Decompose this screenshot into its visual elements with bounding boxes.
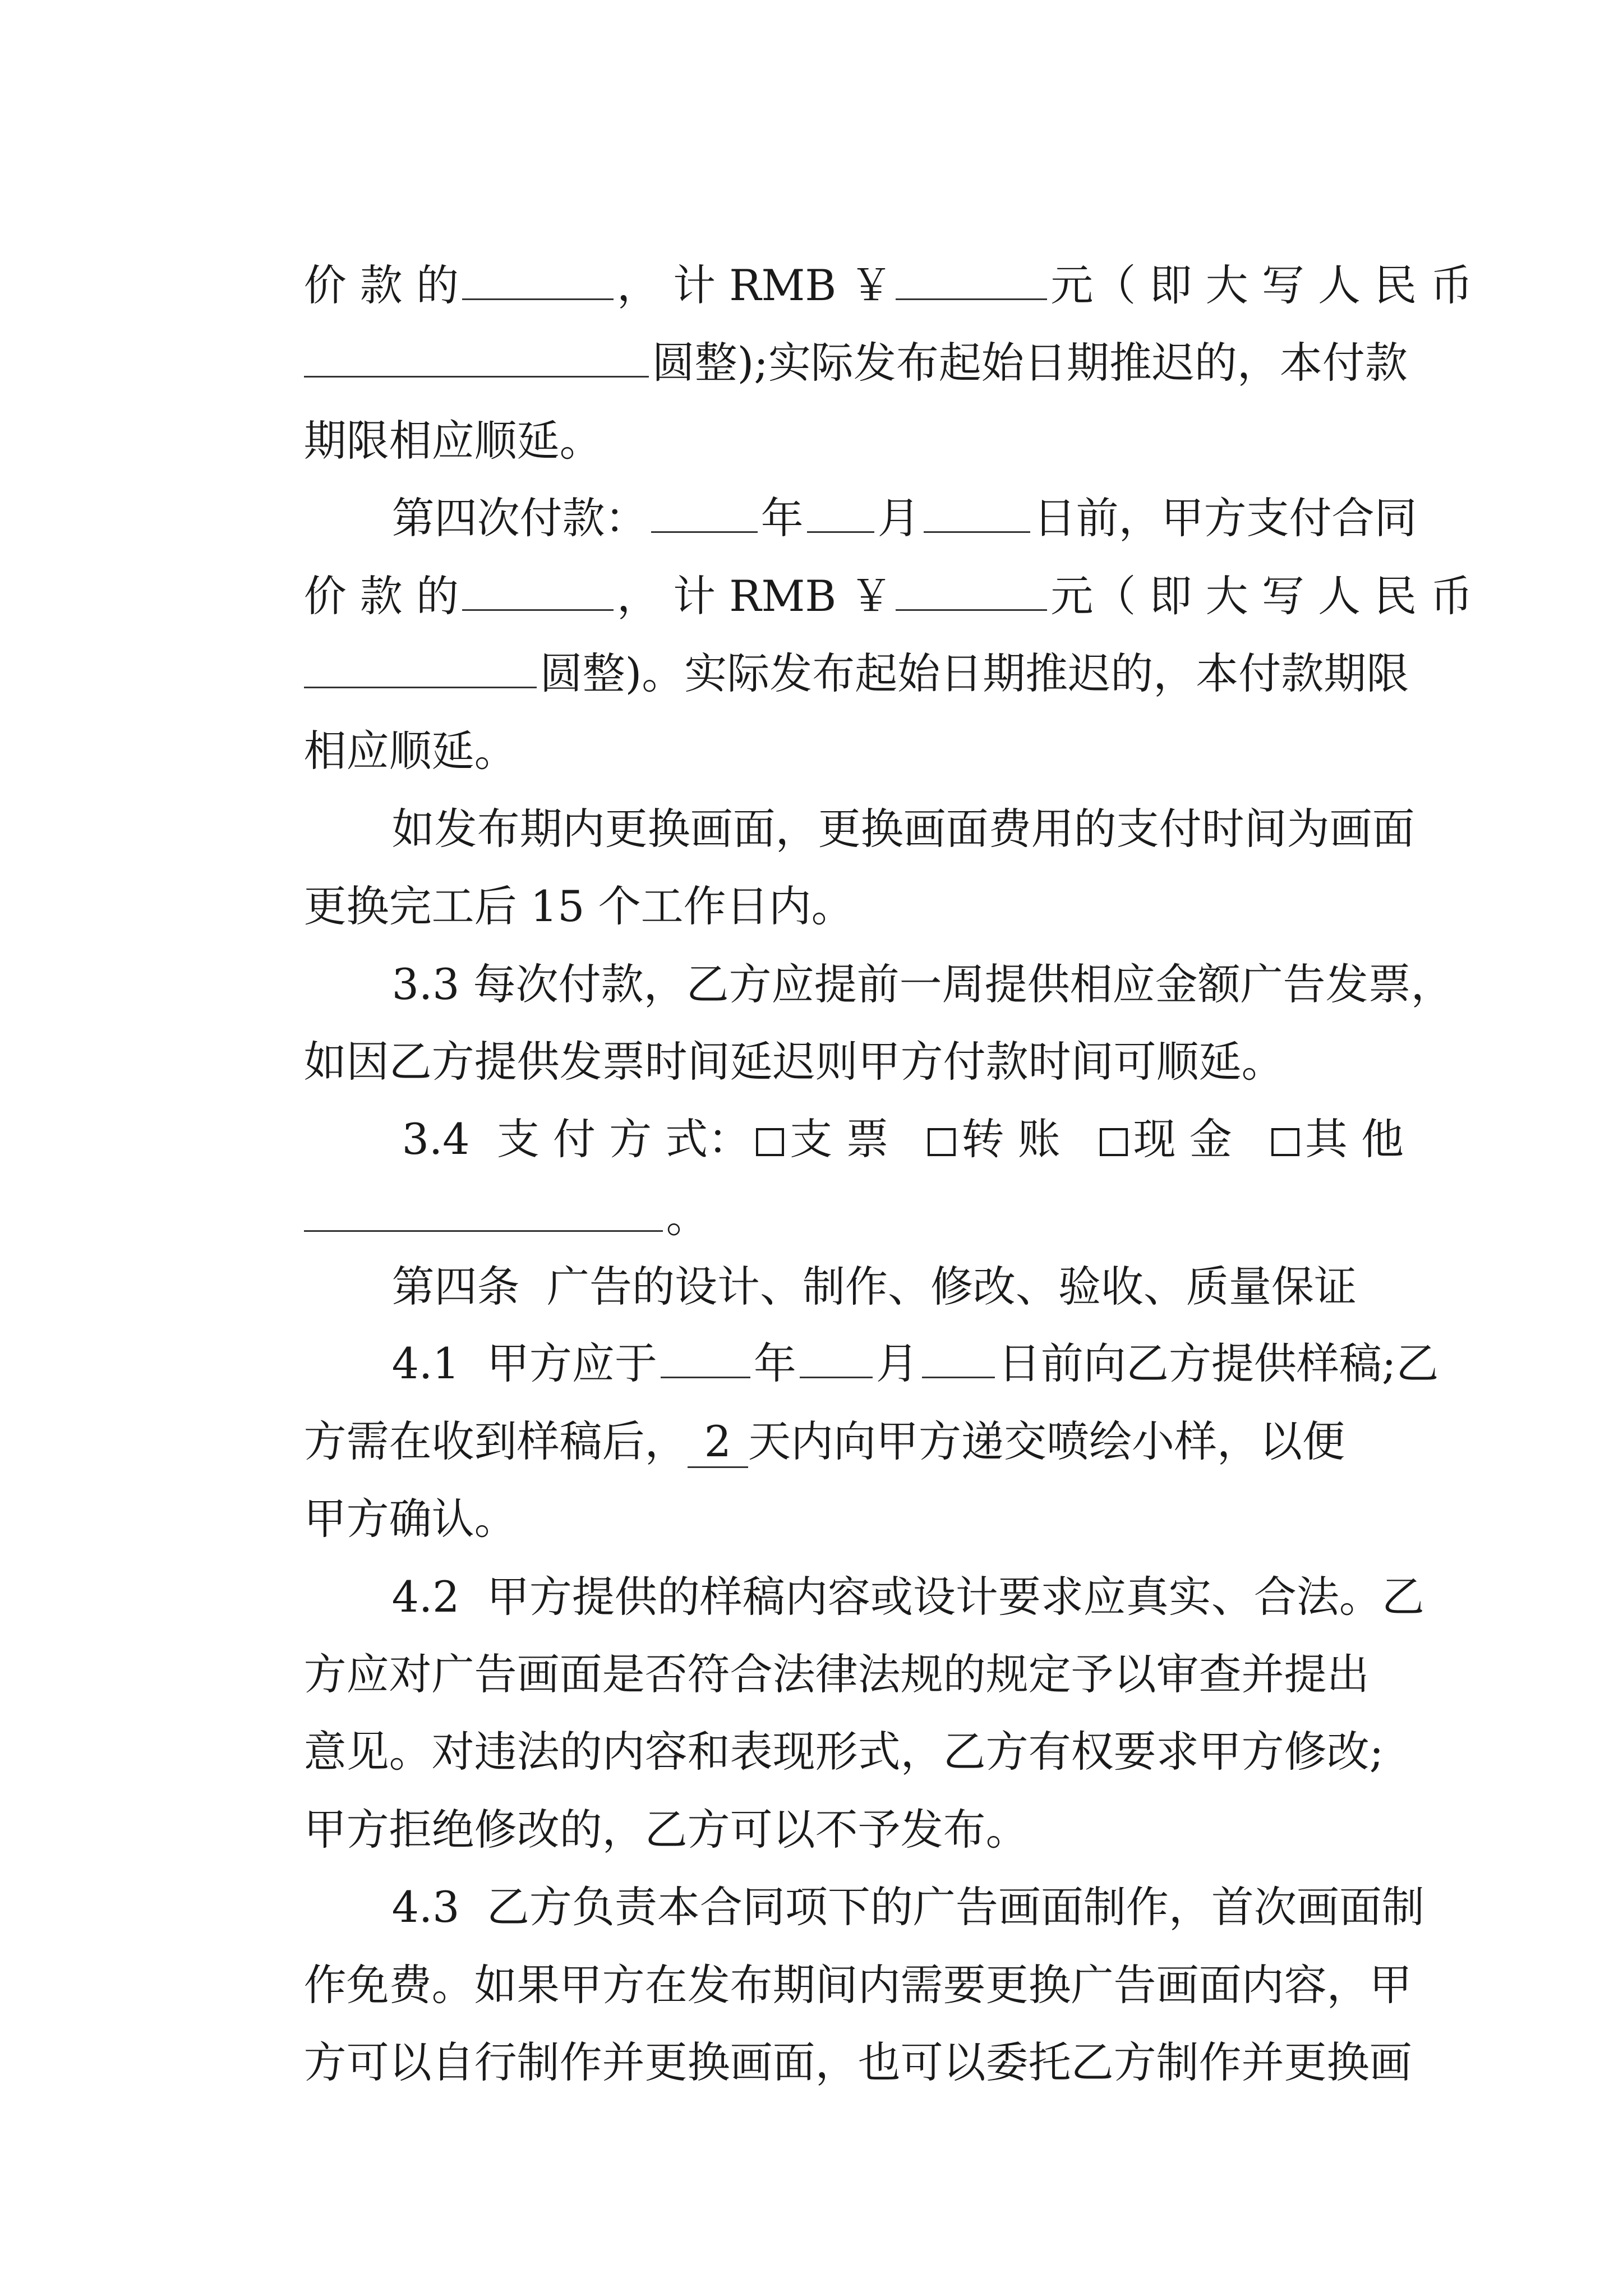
text-segment: 作免费。如果甲方在发布期间内需要更换广告画面内容，甲 [303, 1960, 1412, 2010]
text-segment: 圆整)。实际发布起始日期推迟的，本付款期限 [540, 648, 1409, 698]
text-segment: 更换完工后 15 个工作日内。 [303, 881, 854, 931]
text-segment: 年 [760, 493, 804, 543]
text-segment: 元（ 即 大 写 人 民 币 [1050, 571, 1473, 621]
text-segment: 甲方拒绝修改的，乙方可以不予发布。 [303, 1805, 1029, 1855]
text-segment: 元（ 即 大 写 人 民 币 [1050, 260, 1473, 310]
text-segment: 方可以自行制作并更换画面，也可以委托乙方制作并更换画 [303, 2037, 1412, 2087]
fill-value: 2 [688, 1416, 748, 1468]
text-segment: 支 票 [790, 1114, 889, 1164]
text-segment: 方需在收到样稿后， [303, 1416, 688, 1466]
text-segment: 如因乙方提供发票时间延迟则甲方付款时间可顺延。 [303, 1037, 1284, 1087]
text-segment: 年 [753, 1338, 796, 1388]
text-segment: ， 计 RMB ￥ [616, 260, 893, 310]
checkbox-icon [1271, 1128, 1299, 1156]
text-line [250, 1999, 1412, 2127]
text-segment: 意见。对违法的内容和表现形式，乙方有权要求甲方修改; [303, 1727, 1384, 1777]
text-segment: 3.4 支 付 方 式： [402, 1114, 751, 1164]
text-segment: 月 [875, 1338, 919, 1388]
text-segment: 月 [877, 493, 920, 543]
checkbox-icon [928, 1128, 956, 1156]
text-segment: 4.3 乙方负责本合同项下的广告画面制作，首次画面制 [391, 1882, 1424, 1932]
text-segment: 4.1 甲方应于 [391, 1338, 657, 1388]
text-segment: 现 金 [1133, 1114, 1232, 1164]
text-segment: 天内向甲方递交喷绘小样，以便 [748, 1416, 1345, 1466]
text-segment: 期限相应顺延。 [303, 416, 602, 466]
text-segment: 相应顺延。 [303, 726, 517, 776]
text-segment: ， 计 RMB ￥ [616, 571, 893, 621]
text-segment: 4.2 甲方提供的样稿内容或设计要求应真实、合法。乙 [391, 1572, 1424, 1622]
text-segment: 甲方确认。 [303, 1494, 517, 1544]
text-segment: 转 账 [961, 1114, 1061, 1164]
text-segment: 。 [666, 1192, 709, 1242]
text-segment: 第四次付款： [391, 493, 648, 543]
text-segment: 圆整);实际发布起始日期推迟的，本付款 [652, 338, 1408, 388]
text-segment: 价 款 的 [303, 571, 459, 621]
text-segment: 日前，甲方支付合同 [1033, 493, 1417, 543]
text-segment: 日前向乙方提供样稿;乙 [998, 1338, 1439, 1388]
checkbox-icon [1100, 1128, 1128, 1156]
text-segment: 方应对广告画面是否符合法律法规的规定予以审查并提出 [303, 1649, 1370, 1699]
text-segment: 价 款 的 [303, 260, 459, 310]
text-segment: 第四条 广告的设计、制作、修改、验收、质量保证 [391, 1262, 1357, 1312]
checkbox-icon [756, 1128, 784, 1156]
text-segment: 如发布期内更换画面，更换画面费用的支付时间为画面 [391, 804, 1415, 854]
text-segment: 其 他 [1304, 1114, 1404, 1164]
text-segment: 3.3 每次付款，乙方应提前一周提供相应金额广告发票， [391, 959, 1454, 1009]
